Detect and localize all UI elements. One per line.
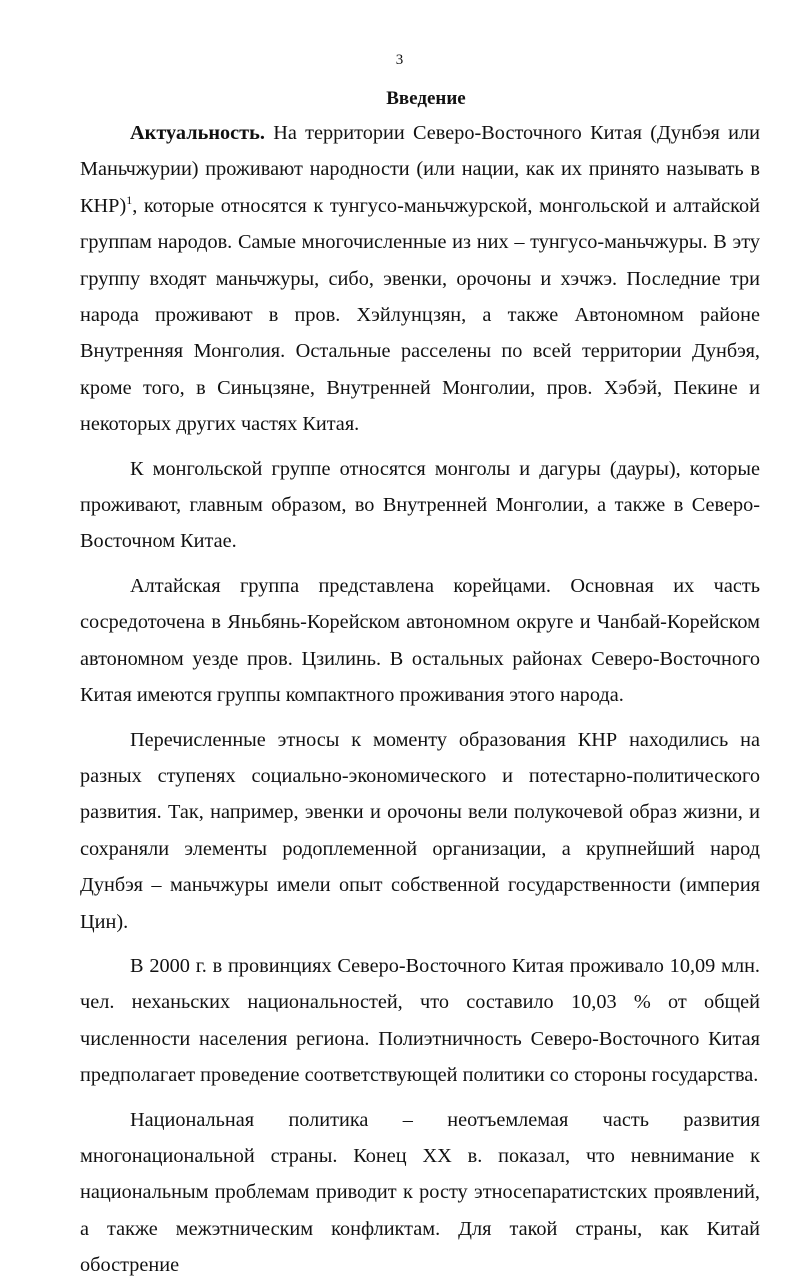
page-number: 3 bbox=[395, 52, 404, 68]
paragraph-text: На территории Северо-Восточного Китая (Дунбэя или Маньчжурии) проживают народности (или нации, как их принято называть в КНР) bbox=[80, 122, 760, 217]
paragraph: Перечисленные этносы к моменту образования КНР находились на разных ступенях социально-экономического и потестарно-политического развития. Так, например, эвенки и орочоны вели полукочевой образ жизни, и сохраняли элементы родоплеменной организации, а крупнейший народ Дунбэя – маньчжуры имели опыт собственной государственности (империя Цин). bbox=[80, 728, 760, 933]
paragraph: Национальная политика – неотъемлемая часть развития многонациональной страны. Конец XX в. показал, что невнимание к национальным проблемам приводит к росту этносепаратистских проявлений, а также межэтническим конфликтам. Для такой страны, как Китай обострение bbox=[80, 1108, 760, 1277]
section-title: Введение bbox=[386, 88, 466, 109]
paragraph-relevance bbox=[80, 115, 760, 443]
paragraph: К монгольской группе относятся монголы и дагуры (дауры), которые проживают, главным образом, во Внутренней Монголии, а также в Северо-Восточном Китае. bbox=[80, 457, 760, 553]
paragraph: Алтайская группа представлена корейцами. Основная их часть сосредоточена в Яньбянь-Корейском автономном округе и Чанбай-Корейском автономном уезде пров. Цзилинь. В остальных районах Северо-Восточного Китая имеются группы компактного проживания этого народа. bbox=[80, 574, 760, 707]
paragraph: В 2000 г. в провинциях Северо-Восточного Китая проживало 10,09 млн. чел. неханьских национальностей, что составило 10,03 % от общей численности населения региона. Полиэтничность Северо-Восточного Китая предполагает проведение соответствующей политики со стороны государства. bbox=[80, 954, 760, 1087]
paragraph-lead: Актуальность. bbox=[130, 122, 265, 144]
body-text bbox=[80, 115, 760, 1284]
paragraph-text: , которые относятся к тунгусо-маньчжурской, монгольской и алтайской группам народов. Самые многочисленные из них – тунгусо-маньчжуры. В эту группу входят маньчжуры, сибо, эвенки, орочоны и хэчжэ. Последние три народа проживают в пров. Хэйлунцзян, а также Автономном районе Внутренняя Монголия. Остальные расселены по всей территории Дунбэя, кроме того, в Синьцзяне, Внутренней Монголии, пров. Хэбэй, Пекине и некоторых других частях Китая. bbox=[80, 194, 760, 436]
footnote-marker[interactable]: 1 bbox=[126, 193, 133, 208]
